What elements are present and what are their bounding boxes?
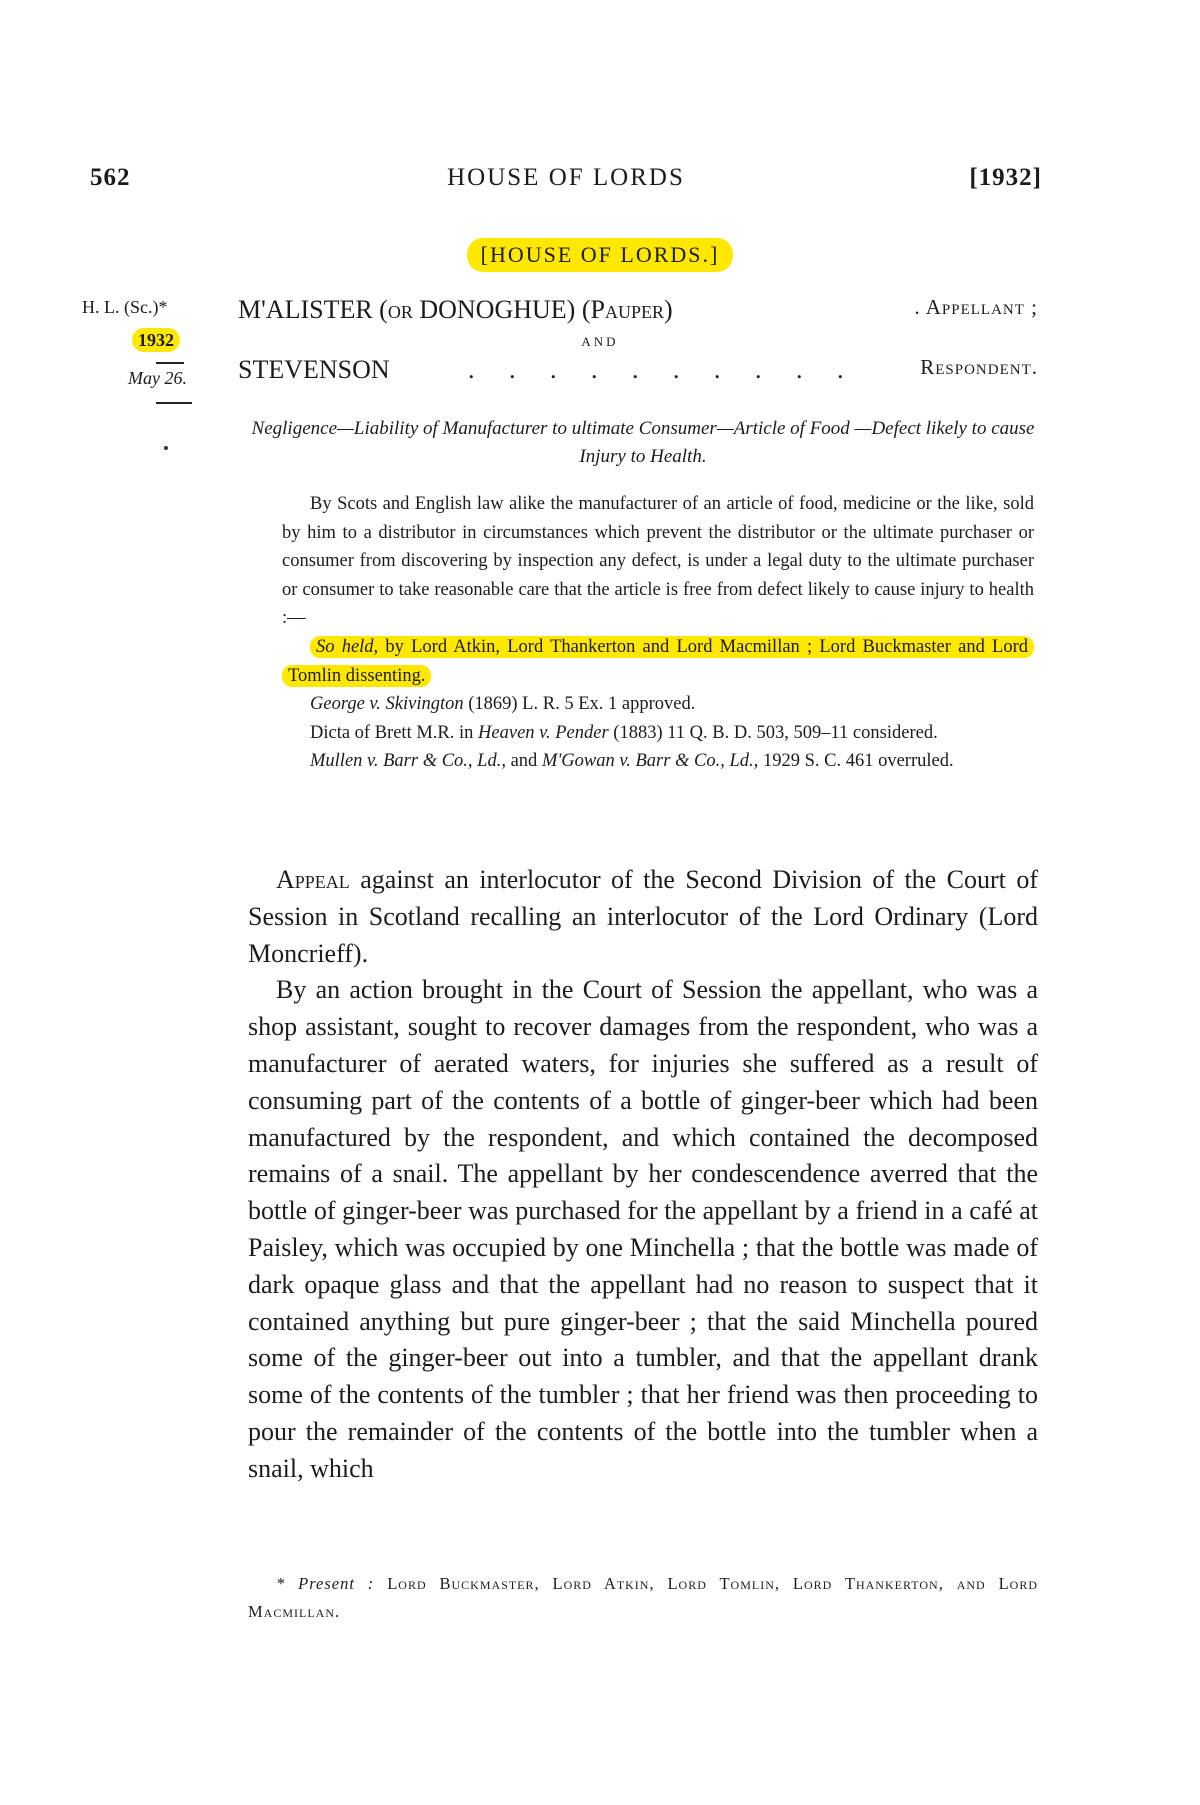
citation-1	[282, 690, 1034, 719]
body-text	[248, 862, 1038, 1488]
margin-court-code: H. L. (Sc.)*	[82, 297, 168, 317]
appellant-line	[238, 295, 1038, 329]
respondent-name: STEVENSON	[238, 355, 390, 384]
margin-date: May 26.	[128, 368, 187, 388]
facts-paragraph: By an action brought in the Court of Session the appellant, who was a shop assistant, sought to recover damages from the respondent, who was a manufacturer of aerated waters, for injuries she suffered as a result of consuming part of the contents of a bottle of ginger-beer which had been manufactured by the respondent, and which contained the decomposed remains of a snail. The appellant by her condescendence averred that the bottle of ginger-beer was purchased for the appellant by a friend in a café at Paisley, which was occupied by one Minchella ; that the bottle was made of dark opaque glass and that the appellant had no reason to suspect that it contained anything but pure ginger-beer ; that the said Minchella poured some of the ginger-beer out into a tumbler, and that the appellant drank some of the contents of the tumbler ; that her friend was then proceeding to pour the remainder of the contents of the bottle into the tumbler when a snail, which	[248, 975, 1038, 1483]
respondent-dots: . . . . . . . . . .	[468, 355, 858, 384]
margin-rule	[156, 402, 192, 404]
margin-year-text: 1932	[132, 328, 180, 352]
citation-1-case: George v. Skivington	[310, 694, 464, 715]
footnote-body: Lord Buckmaster, Lord Atkin, Lord Tomlin, Lord Thankerton, and Lord Macmillan.	[248, 1574, 1038, 1621]
citation-3-case-1: Mullen v. Barr & Co., Ld.,	[310, 751, 506, 772]
page-number: 562	[90, 164, 131, 191]
headnote	[282, 490, 1034, 776]
citation-2-pre: Dicta of Brett M.R. in	[310, 722, 479, 743]
citation-3-case-2: M'Gowan v. Barr & Co., Ld.,	[541, 751, 759, 772]
held-text: by Lord Atkin, Lord Thankerton and Lord Macmillan ; Lord Buckmaster and Lord Tomlin dissenting.	[288, 636, 1028, 686]
court-heading	[0, 238, 1200, 272]
citation-3-text: 1929 S. C. 461 overruled.	[758, 751, 954, 772]
citation-3-mid: and	[505, 751, 542, 772]
held-prefix: So held,	[316, 636, 379, 657]
appellant-role: . Appellant ;	[914, 295, 1038, 319]
citation-3	[282, 747, 1034, 776]
citation-1-text: (1869) L. R. 5 Ex. 1 approved.	[463, 694, 696, 715]
respondent-role: Respondent.	[920, 355, 1038, 379]
appellant-name: M'ALISTER (or DONOGHUE) (Pauper)	[238, 295, 673, 324]
running-head	[90, 164, 1042, 194]
margin-dot	[164, 446, 168, 450]
headnote-rule: By Scots and English law alike the manufacturer of an article of food, medicine or the like, sold by him to a distributor in circumstances which prevent the distributor or the ultimate purchaser or consumer from discovering by inspection any defect, is under a legal duty to the ultimate purchaser or consumer to take reasonable care that the article is free from defect likely to cause injury to health :—	[282, 494, 1034, 629]
appeal-paragraph	[248, 862, 1038, 972]
footnote-label: * Present :	[276, 1574, 375, 1593]
footnote-text	[248, 1570, 1038, 1626]
running-title: HOUSE OF LORDS	[447, 164, 685, 191]
headnote-held	[282, 633, 1034, 690]
appeal-lead: Appeal	[276, 865, 350, 894]
margin-rule	[156, 362, 184, 364]
catchwords: Negligence—Liability of Manufacturer to ultimate Consumer—Article of Food —Defect likely to cause Injury to Health.	[251, 418, 1035, 467]
footnote	[248, 1570, 1038, 1626]
parties-connector: AND	[581, 334, 619, 349]
court-heading-text: [HOUSE OF LORDS.]	[467, 238, 734, 272]
citation-2	[282, 719, 1034, 748]
appeal-text: against an interlocutor of the Second Division of the Court of Session in Scotland recalling an interlocutor of the Lord Ordinary (Lord Moncrieff).	[248, 865, 1038, 968]
citation-2-case: Heaven v. Pender	[478, 722, 609, 743]
citation-2-text: (1883) 11 Q. B. D. 503, 509–11 considered.	[608, 722, 938, 743]
running-year: [1932]	[969, 164, 1042, 191]
respondent-line	[238, 355, 1038, 389]
held-highlight	[282, 636, 1034, 687]
